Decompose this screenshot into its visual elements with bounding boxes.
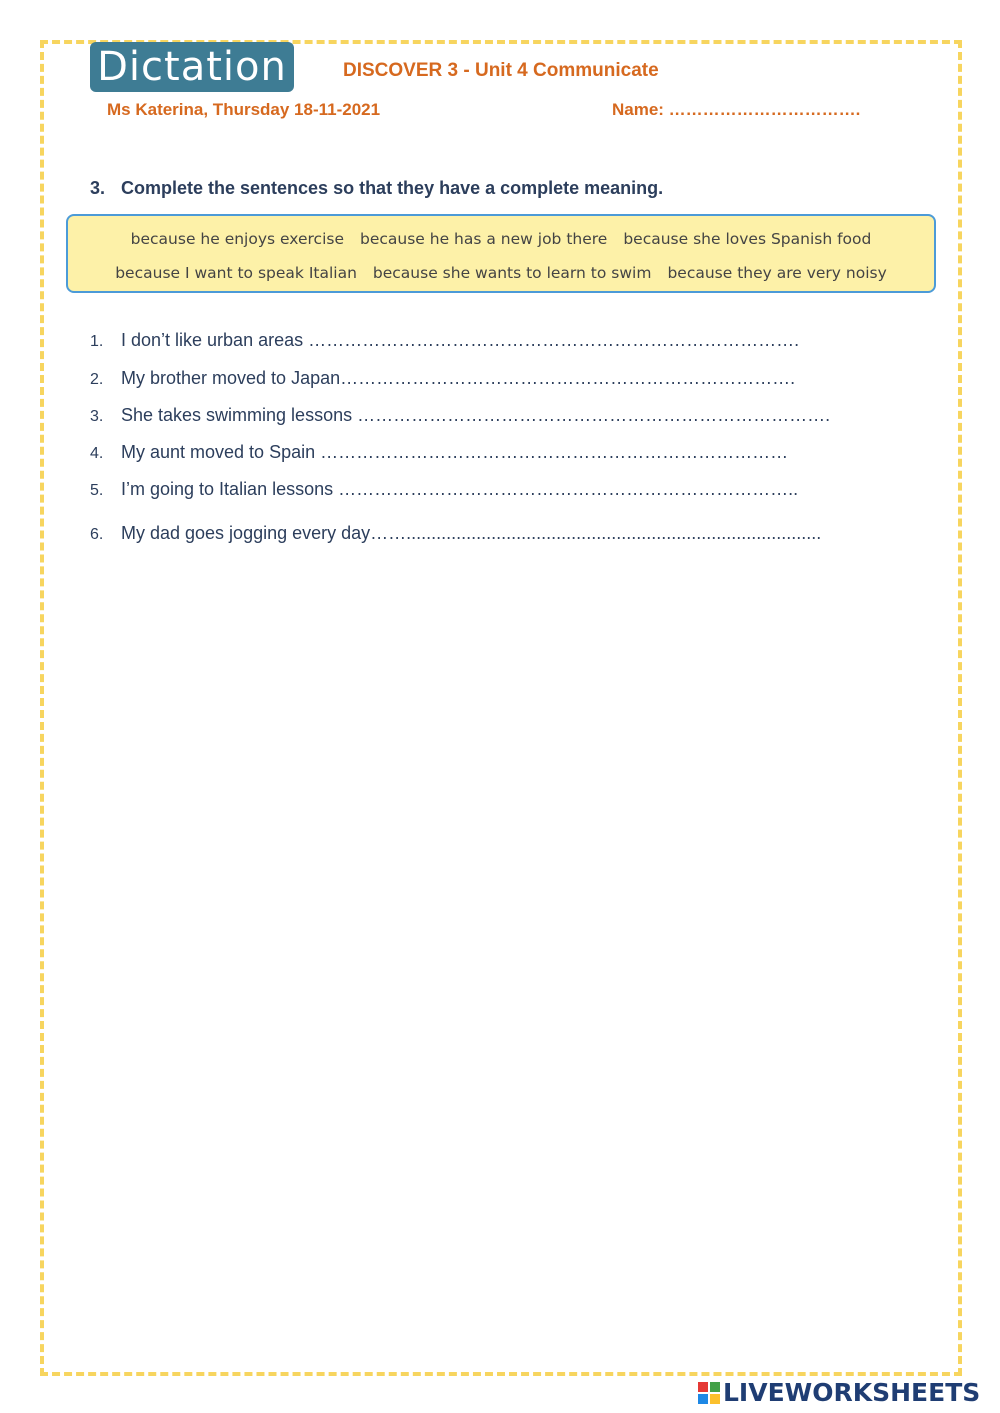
sentence-item[interactable]	[90, 405, 830, 426]
sentence-number: 2.	[90, 371, 104, 388]
dictation-logo: Dictation	[90, 42, 294, 92]
name-field-label: Name: …………………………….	[612, 100, 861, 119]
exercise-instruction	[90, 178, 663, 199]
sentence-item[interactable]	[90, 330, 799, 351]
liveworksheets-grid-icon	[698, 1382, 720, 1404]
word-bank-item: because he has a new job there	[360, 230, 608, 248]
sentence-number: 3.	[90, 408, 104, 425]
word-bank-item: because I want to speak Italian	[115, 264, 357, 282]
instruction-text: Complete the sentences so that they have a complete meaning.	[121, 178, 664, 198]
sentence-text: My aunt moved to Spain ……………………………………………………………………	[121, 442, 789, 462]
sentence-item[interactable]	[90, 442, 788, 463]
sentence-number: 6.	[90, 526, 104, 543]
unit-title: DISCOVER 3 - Unit 4 Communicate	[343, 60, 659, 81]
word-bank-row	[68, 230, 934, 248]
word-bank-row	[68, 264, 934, 282]
word-bank-item: because he enjoys exercise	[130, 230, 344, 248]
liveworksheets-logo[interactable]	[698, 1378, 980, 1408]
sentence-item[interactable]	[90, 523, 821, 544]
exercise-number: 3.	[90, 178, 106, 198]
sentence-item[interactable]	[90, 479, 798, 500]
teacher-date-line: Ms Katerina, Thursday 18-11-2021	[107, 100, 381, 119]
word-bank-item: because she loves Spanish food	[623, 230, 872, 248]
sentence-number: 1.	[90, 333, 104, 350]
word-bank-item: because she wants to learn to swim	[372, 264, 652, 282]
word-bank	[66, 214, 936, 293]
sentence-text: She takes swimming lessons …………………………………………………………………….	[121, 405, 831, 425]
sentence-text: My brother moved to Japan………………………………………………………………….	[121, 368, 796, 388]
sentence-text: I’m going to Italian lessons …………………………………………………………………..	[121, 479, 799, 499]
sentence-text: I don’t like urban areas ……………………………………………………………………….	[121, 330, 800, 350]
sentence-number: 4.	[90, 445, 104, 462]
sentence-item[interactable]	[90, 368, 795, 389]
word-bank-item: because they are very noisy	[667, 264, 887, 282]
sentence-text: My dad goes jogging every day……...................................................................................	[121, 523, 822, 543]
sentence-number: 5.	[90, 482, 104, 499]
liveworksheets-brand: LIVEWORKSHEETS	[723, 1378, 981, 1407]
